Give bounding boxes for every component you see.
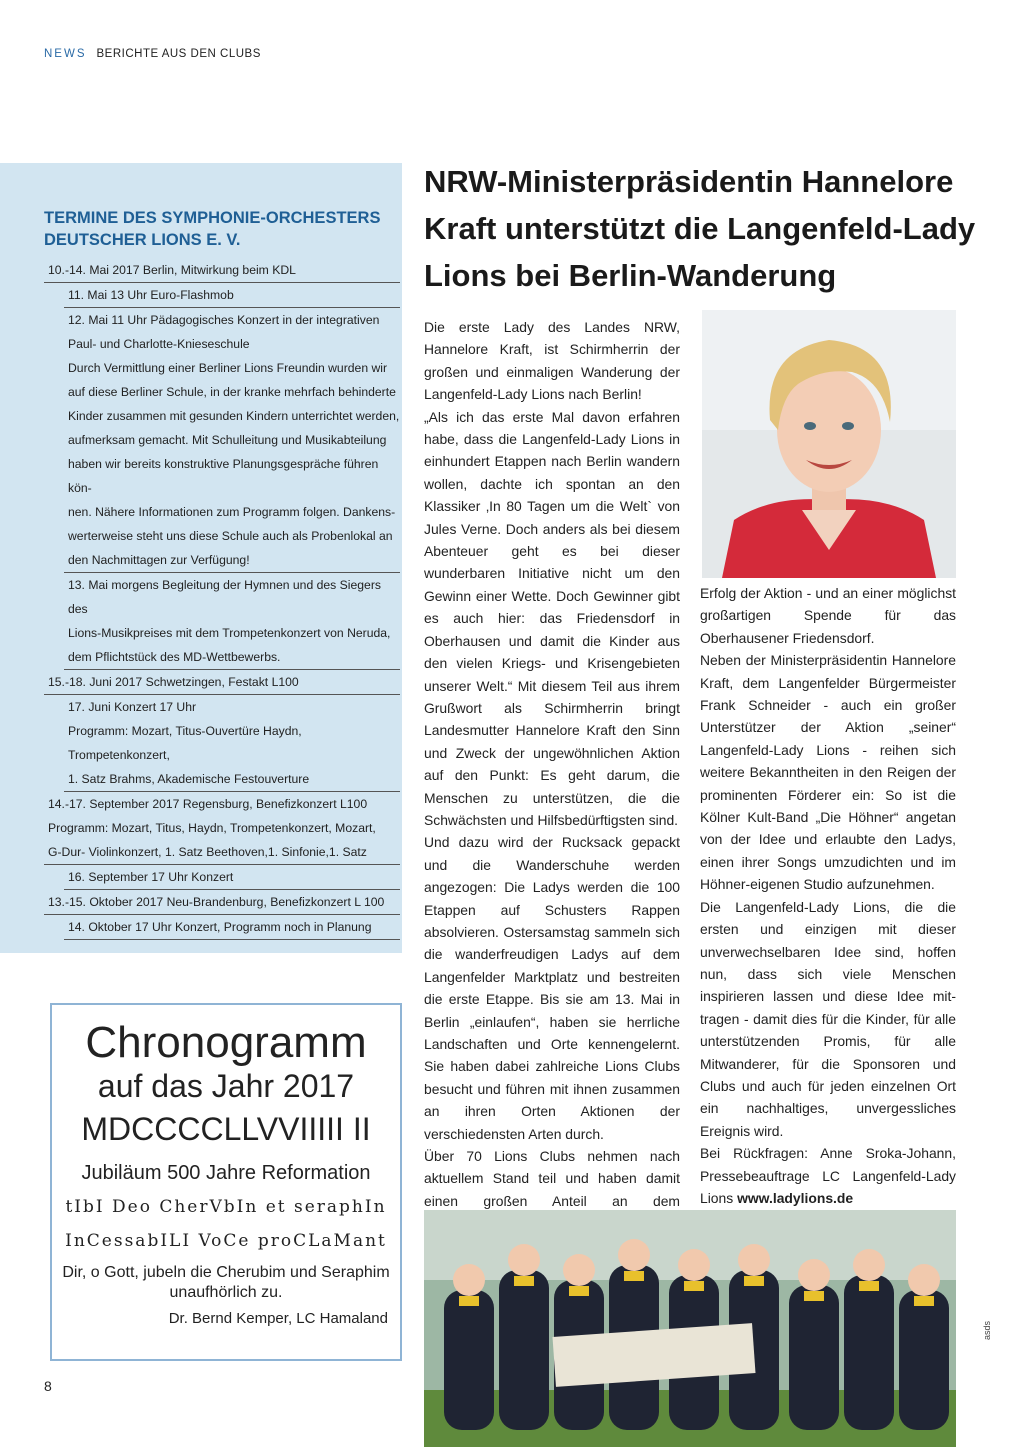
termine-line: Programm: Mozart, Titus, Haydn, Trompetenkonzert, Mozart, — [48, 821, 376, 835]
article-paragraph: „Als ich das erste Mal davon erfahren habe, dass die Langenfeld-Lady Lions in einhundert Etappen nach Berlin wandern wollen, dachte ich spontan an den Klassiker ‚In 80 Tagen um die Welt` von Jules Verne. Doch anders als bei diesem Abenteuer geht es bei dieser wunderbaren Initiative nicht um den Gewinn einer Wette. Doch Gewinner gibt es auch hier: das Friedensdorf in Oberhausen und damit die Kinder aus den vielen Kriegs- und Krisengebieten unserer Welt.“ Mit diesem Teil aus ihrem Grußwort als Schirmherrin bringt Landesmutter Hannelore Kraft den Sinn und Zweck der ungewöhnlichen Aktion auf den Punkt: Es geht darum, die Menschen zu unterstützen, die die Schwächsten und Hilfsbedürftigsten sind. — [424, 408, 680, 828]
termine-line: Durch Vermittlung einer Berliner Lions Freundin wurden wir — [68, 361, 388, 375]
chronogramm-jubilee: Jubiläum 500 Jahre Reformation — [81, 1162, 371, 1184]
article-column-1 — [424, 316, 680, 1235]
termine-line: 11. Mai 13 Uhr Euro-Flashmob — [68, 288, 234, 302]
group-photo — [424, 1210, 956, 1447]
termine-line: 12. Mai 11 Uhr Pädagogisches Konzert in der integrativen — [68, 313, 380, 327]
termine-line: Programm: Mozart, Titus-Ouvertüre Haydn, Trompetenkonzert, — [68, 724, 302, 762]
termine-line: 1. Satz Brahms, Akademische Festouverture — [68, 772, 310, 786]
article-contact — [700, 1142, 956, 1209]
website-link[interactable]: www.ladylions.de — [737, 1189, 854, 1206]
termine-line: Lions-Musikpreises mit dem Trompetenkonzert von Neruda, — [68, 626, 391, 640]
termine-line: auf diese Berliner Schule, in der kranke mehrfach behinderte — [68, 385, 396, 399]
article-headline: NRW-Ministerpräsidentin Hannelore Kraft unterstützt die Langenfeld-Lady Lions bei Berlin-Wanderung — [424, 164, 976, 293]
termine-entry — [64, 308, 400, 573]
termine-line: haben wir bereits konstruktive Planungsgespräche führen kön- — [68, 457, 379, 495]
article-paragraph: Erfolg der Aktion - und an einer möglichst großartigen Spende für das Oberhausener Friedensdorf. — [700, 585, 956, 646]
termine-line: 13. Mai morgens Begleitung der Hymnen und des Siegers des — [68, 578, 381, 616]
portrait-illustration — [702, 310, 956, 578]
termine-line: aufmerksam gemacht. Mit Schulleitung und Musikabteilung — [68, 433, 387, 447]
termine-line: den Nachmittagen zur Verfügung! — [68, 553, 250, 567]
termine-entry — [44, 670, 400, 695]
termine-line: G-Dur- Violinkonzert, 1. Satz Beethoven,1. Sinfonie,1. Satz — [48, 845, 367, 859]
termine-line: dem Pflichtstück des MD-Wettbewerbs. — [68, 650, 281, 664]
group-illustration — [424, 1210, 956, 1447]
termine-entry — [64, 865, 400, 890]
termine-entry — [64, 695, 400, 792]
article-column-2 — [700, 582, 956, 1209]
side-code: asds — [982, 1320, 992, 1340]
portrait-photo — [702, 310, 956, 578]
termine-entry — [44, 258, 400, 283]
chronogramm-box — [50, 1003, 402, 1361]
article-paragraph: Über 70 Lions Clubs nehmen nach aktuellem Stand teil und haben damit einen großen Anteil an dem — [424, 1148, 680, 1209]
termine-entry — [44, 792, 400, 865]
article-paragraph: Die Langenfeld-Lady Lions, die die ersten und einzigen mit dieser unverwechselbaren Idee sind, hoffen nun, dass sich viele Menschen inspirieren lassen und diese Idee mit-tragen - damit dies für die Kinder, für alle unterstützenden Promis, für alle Mitwanderer, für die Sponsoren und Clubs und auch für jeden einzelnen Ort ein nachhaltiges, unvergessliches Ereignis wird. — [700, 898, 956, 1139]
termine-title: TERMINE DES SYMPHONIE-ORCHESTERS DEUTSCHER LIONS E. V. — [44, 209, 381, 249]
article-paragraph: Neben der Ministerpräsidentin Hannelore Kraft, dem Langenfelder Bürgermeister Frank Schneider - auch ein großer Unterstützer der Aktion „seiner“ Langenfeld-Lady Lions - reihen sich weitere Bekanntheiten in den Reigen der prominenten Förderer ein: So ist die Kölner Kult-Band „Die Höhner“ angetan von der Idee und erlaubte den Ladys, einen ihrer Songs umzudichten und im Höhner-eigenen Studio aufzunehmen. — [700, 652, 956, 893]
page-number: 8 — [44, 1378, 52, 1394]
termine-line: Paul- und Charlotte-Knieseschule — [68, 337, 250, 351]
chronogramm-numerals: MDCCCCLLVVIIIII II — [81, 1111, 371, 1147]
article-paragraph: Und dazu wird der Rucksack gepackt und die Wanderschuhe werden angezogen: Die Ladys werden die 100 Etappen auf Schusters Rappen absolvieren. Ostersamstag sammeln sich die wanderfreudigen Ladys auf dem Langenfelder Marktplatz und bestreiten die erste Etappe. Bis sie am 13. Mai in Berlin „einlaufen“, haben sie herrliche Landschaften und Orte kennengelernt. Sie haben dabei zahlreiche Lions Clubs besucht und führen mit ihnen zusammen an ihren Orten Aktionen der verschiedensten Arten durch. — [424, 834, 680, 1142]
subsection-label: BERICHTE AUS DEN CLUBS — [96, 48, 261, 60]
article-paragraph: Die erste Lady des Landes NRW, Hannelore Kraft, ist Schirmherrin der großen und einmaligen Wanderung der Langenfeld-Lady Lions nach Berlin! — [424, 319, 680, 403]
termine-line: 16. September 17 Uhr Konzert — [68, 870, 234, 884]
contact-text: Bei Rückfragen: Anne Sroka-Johann, Pressebeauftrage LC Langenfeld-Lady Lions — [700, 1145, 956, 1206]
chronogramm-latin-1: tIbI Deo CherVbIn et seraphIn — [65, 1197, 387, 1217]
page-header — [44, 48, 261, 60]
termine-entry — [64, 283, 400, 308]
termine-line: 14. Oktober 17 Uhr Konzert, Programm noch in Planung — [68, 920, 372, 934]
chronogramm-latin-2: InCessabILI VoCe proCLaMant — [65, 1231, 387, 1251]
termine-line: 15.-18. Juni 2017 Schwetzingen, Festakt L100 — [48, 675, 299, 689]
termine-list — [44, 258, 400, 940]
termine-line: 17. Juni Konzert 17 Uhr — [68, 700, 197, 714]
termine-entry — [64, 915, 400, 940]
termine-line: 13.-15. Oktober 2017 Neu-Brandenburg, Benefizkonzert L 100 — [48, 895, 385, 909]
chronogramm-author: Dr. Bernd Kemper, LC Hamaland — [168, 1310, 388, 1327]
termine-line: Kinder zusammen mit gesunden Kindern unterrichtet werden, — [68, 409, 400, 423]
chronogramm-year: auf das Jahr 2017 — [97, 1068, 355, 1104]
termine-line: 14.-17. September 2017 Regensburg, Benefizkonzert L100 — [48, 797, 368, 811]
termine-entry — [64, 573, 400, 670]
termine-line: 10.-14. Mai 2017 Berlin, Mitwirkung beim KDL — [48, 263, 296, 277]
termine-line: nen. Nähere Informationen zum Programm folgen. Dankens- — [68, 505, 396, 519]
termine-entry — [44, 890, 400, 915]
section-label: NEWS — [44, 48, 87, 60]
termine-line: werterweise steht uns diese Schule auch als Probenlokal an — [68, 529, 393, 543]
chronogramm-title: Chronogramm — [85, 1018, 367, 1067]
chronogramm-translation: Dir, o Gott, jubeln die Cherubim und Seraphim unaufhörlich zu. — [62, 1264, 390, 1301]
